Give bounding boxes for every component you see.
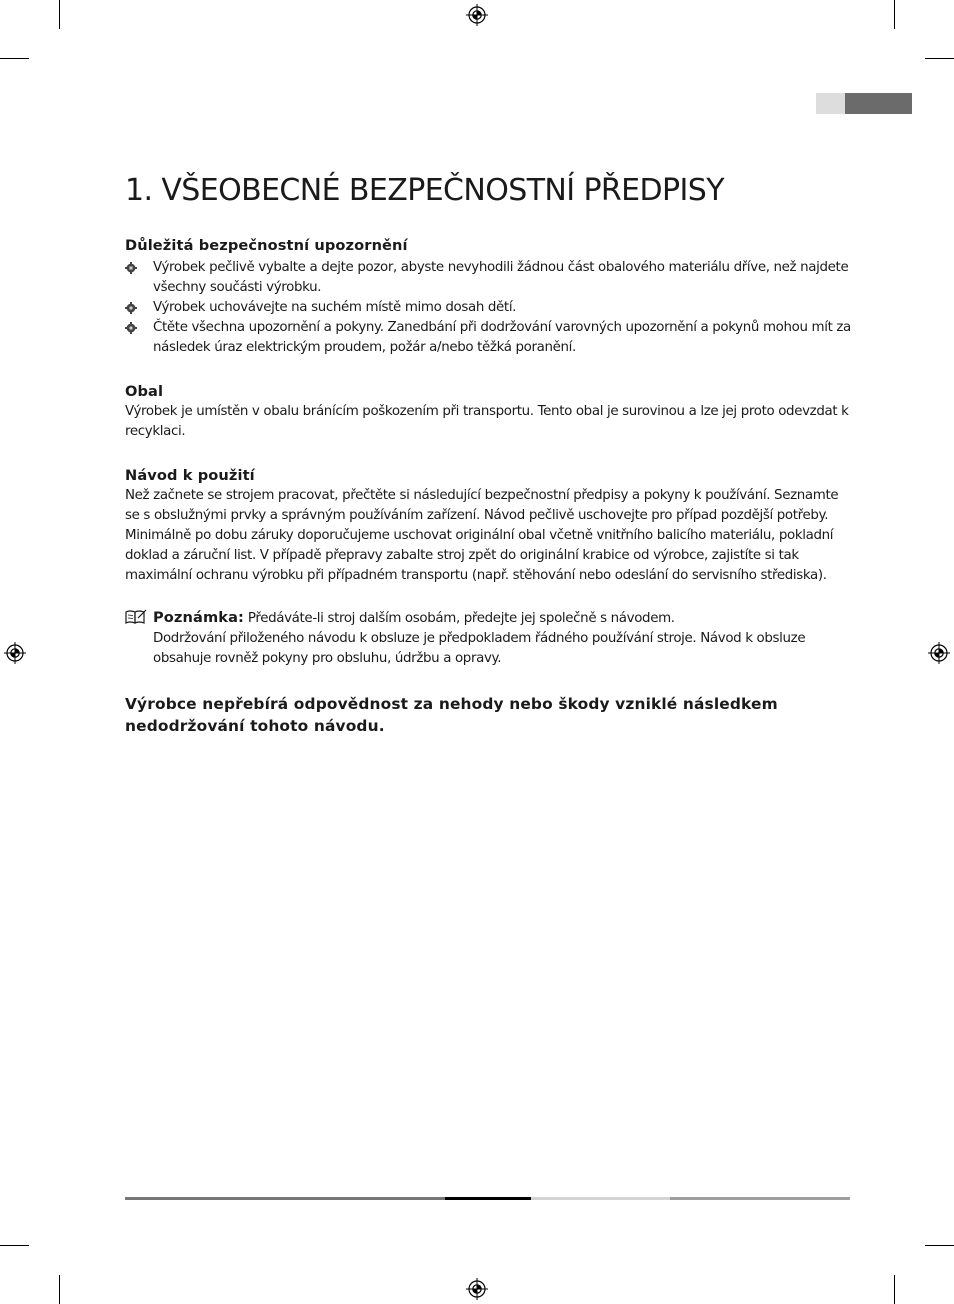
note-label: Poznámka: — [153, 609, 244, 626]
crop-mark-bottom-right-v — [894, 1275, 895, 1304]
crop-mark-bottom-right-h — [925, 1245, 954, 1246]
registration-mark-icon — [928, 642, 950, 664]
language-tab-light — [816, 93, 845, 114]
gear-bullet-icon — [125, 322, 137, 334]
footer-bar-black — [445, 1197, 531, 1200]
safety-list — [125, 258, 855, 358]
crop-mark-top-left-h — [0, 58, 29, 59]
section-manual-heading: Návod k použití — [125, 467, 255, 484]
gear-bullet-icon — [125, 262, 137, 274]
list-item-text: Výrobek pečlivě vybalte a dejte pozor, abyste nevyhodili žádnou část obalového materiálu dříve, než najdete všechny součásti výrobku. — [153, 260, 849, 295]
list-item-text: Čtěte všechna upozornění a pokyny. Zanedbání při dodržování varovných upozornění a pokynů mohou mít za následek úraz elektrickým proudem, požár a/nebo těžká poranění. — [153, 320, 851, 355]
list-item — [125, 298, 855, 318]
section-packaging-text: Výrobek je umístěn v obalu bránícím poškozením při transportu. Tento obal je surovinou a lze jej proto odevzdat k recyklaci. — [125, 404, 849, 439]
note-text-1: Předáváte-li stroj dalším osobám, předejte jej společně s návodem. — [243, 611, 675, 626]
registration-mark-icon — [4, 642, 26, 664]
footer-bar-mid — [670, 1197, 850, 1200]
section-manual-text: Než začnete se strojem pracovat, přečtěte si následující bezpečnostní předpisy a pokyny k používání. Seznamte se s obslužnými prvky a správným používáním zařízení. Návod pečlivě uschovejte pro případ pozdější potřeby. Minimálně po dobu záruky doporučujeme uschovat originální obal včetně vnitřního balicího materiálu, pokladní doklad a záruční list. V případě přepravy zabalte stroj zpět do originální krabice od výrobce, zajistíte si tak maximální ochranu výrobku při případném transportu (např. stěhování nebo odeslání do servisního střediska). — [125, 488, 839, 583]
crop-mark-bottom-left-h — [0, 1245, 29, 1246]
liability-warning: Výrobce nepřebírá odpovědnost za nehody nebo škody vzniklé následkem nedodržování tohoto návodu. — [125, 695, 778, 735]
section-important — [125, 236, 855, 358]
page-title: 1. VŠEOBECNÉ BEZPEČNOSTNÍ PŘEDPISY — [125, 173, 724, 208]
list-item — [125, 318, 855, 358]
registration-mark-icon — [466, 1278, 488, 1300]
section-important-heading: Důležitá bezpečnostní upozornění — [125, 237, 408, 254]
section-packaging-heading: Obal — [125, 383, 164, 400]
note-line-1 — [153, 608, 855, 629]
page-content — [125, 172, 855, 752]
section-manual — [125, 466, 855, 586]
crop-mark-top-left-v — [59, 0, 60, 29]
crop-mark-top-right-v — [894, 0, 895, 29]
note-block — [125, 608, 855, 669]
open-book-icon — [125, 609, 147, 625]
section-packaging — [125, 382, 855, 442]
footer-bar-light — [531, 1197, 670, 1200]
crop-mark-top-right-h — [925, 58, 954, 59]
footer-bar-gray — [125, 1197, 445, 1200]
gear-bullet-icon — [125, 302, 137, 314]
list-item — [125, 258, 855, 298]
crop-mark-bottom-left-v — [59, 1275, 60, 1304]
note-text-2: Dodržování přiloženého návodu k obsluze je předpokladem řádného používání stroje. Návod k obsluze obsahuje rovněž pokyny pro obsluhu, údržbu a opravy. — [153, 631, 806, 666]
registration-mark-icon — [466, 4, 488, 26]
language-tab-dark — [845, 93, 912, 114]
list-item-text: Výrobek uchovávejte na suchém místě mimo dosah dětí. — [153, 300, 517, 315]
